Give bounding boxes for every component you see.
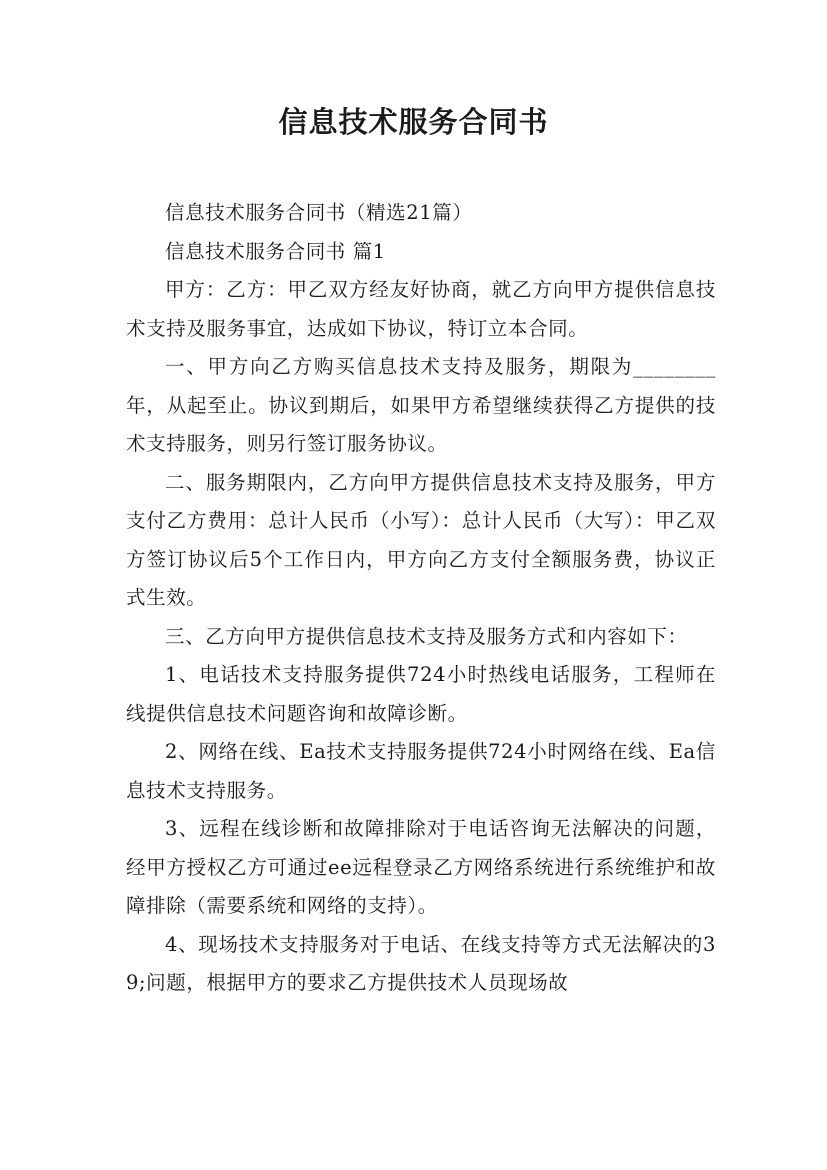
paragraph-clause-1: 一、甲方向乙方购买信息技术支持及服务，期限为________年，从起至止。协议到期后，如果甲方希望继续获得乙方提供的技术支持服务，则另行签订服务协议。	[126, 355, 716, 455]
paragraph-parties: 甲方：乙方：甲乙双方经友好协商，就乙方向甲方提供信息技术支持及服务事宜，达成如下协议，特订立本合同。	[126, 278, 716, 340]
document-body	[126, 194, 716, 1003]
paragraph-subtitle: 信息技术服务合同书（精选21篇）	[165, 201, 473, 224]
paragraph-item-1: 1、电话技术支持服务提供724小时热线电话服务，工程师在线提供信息技术问题咨询和故障诊断。	[126, 663, 716, 725]
paragraph-clause-2: 二、服务期限内，乙方向甲方提供信息技术支持及服务，甲方支付乙方费用：总计人民币（小写）：总计人民币（大写）：甲乙双方签订协议后5个工作日内，甲方向乙方支付全额服务费，协议正式生效。	[126, 470, 716, 609]
paragraph-item-2: 2、网络在线、Ea技术支持服务提供724小时网络在线、Ea信息技术支持服务。	[126, 740, 716, 802]
document-title: 信息技术服务合同书	[278, 105, 549, 139]
paragraph-item-3: 3、远程在线诊断和故障排除对于电话咨询无法解决的问题，经甲方授权乙方可通过ee远程登录乙方网络系统进行系统维护和故障排除（需要系统和网络的支持）。	[126, 817, 716, 917]
paragraph-item-4: 4、现场技术支持服务对于电话、在线支持等方式无法解决的39;问题，根据甲方的要求乙方提供技术人员现场故	[126, 932, 716, 994]
paragraph-clause-3: 三、乙方向甲方提供信息技术支持及服务方式和内容如下：	[165, 624, 688, 648]
paragraph-section-heading: 信息技术服务合同书 篇1	[165, 239, 386, 263]
